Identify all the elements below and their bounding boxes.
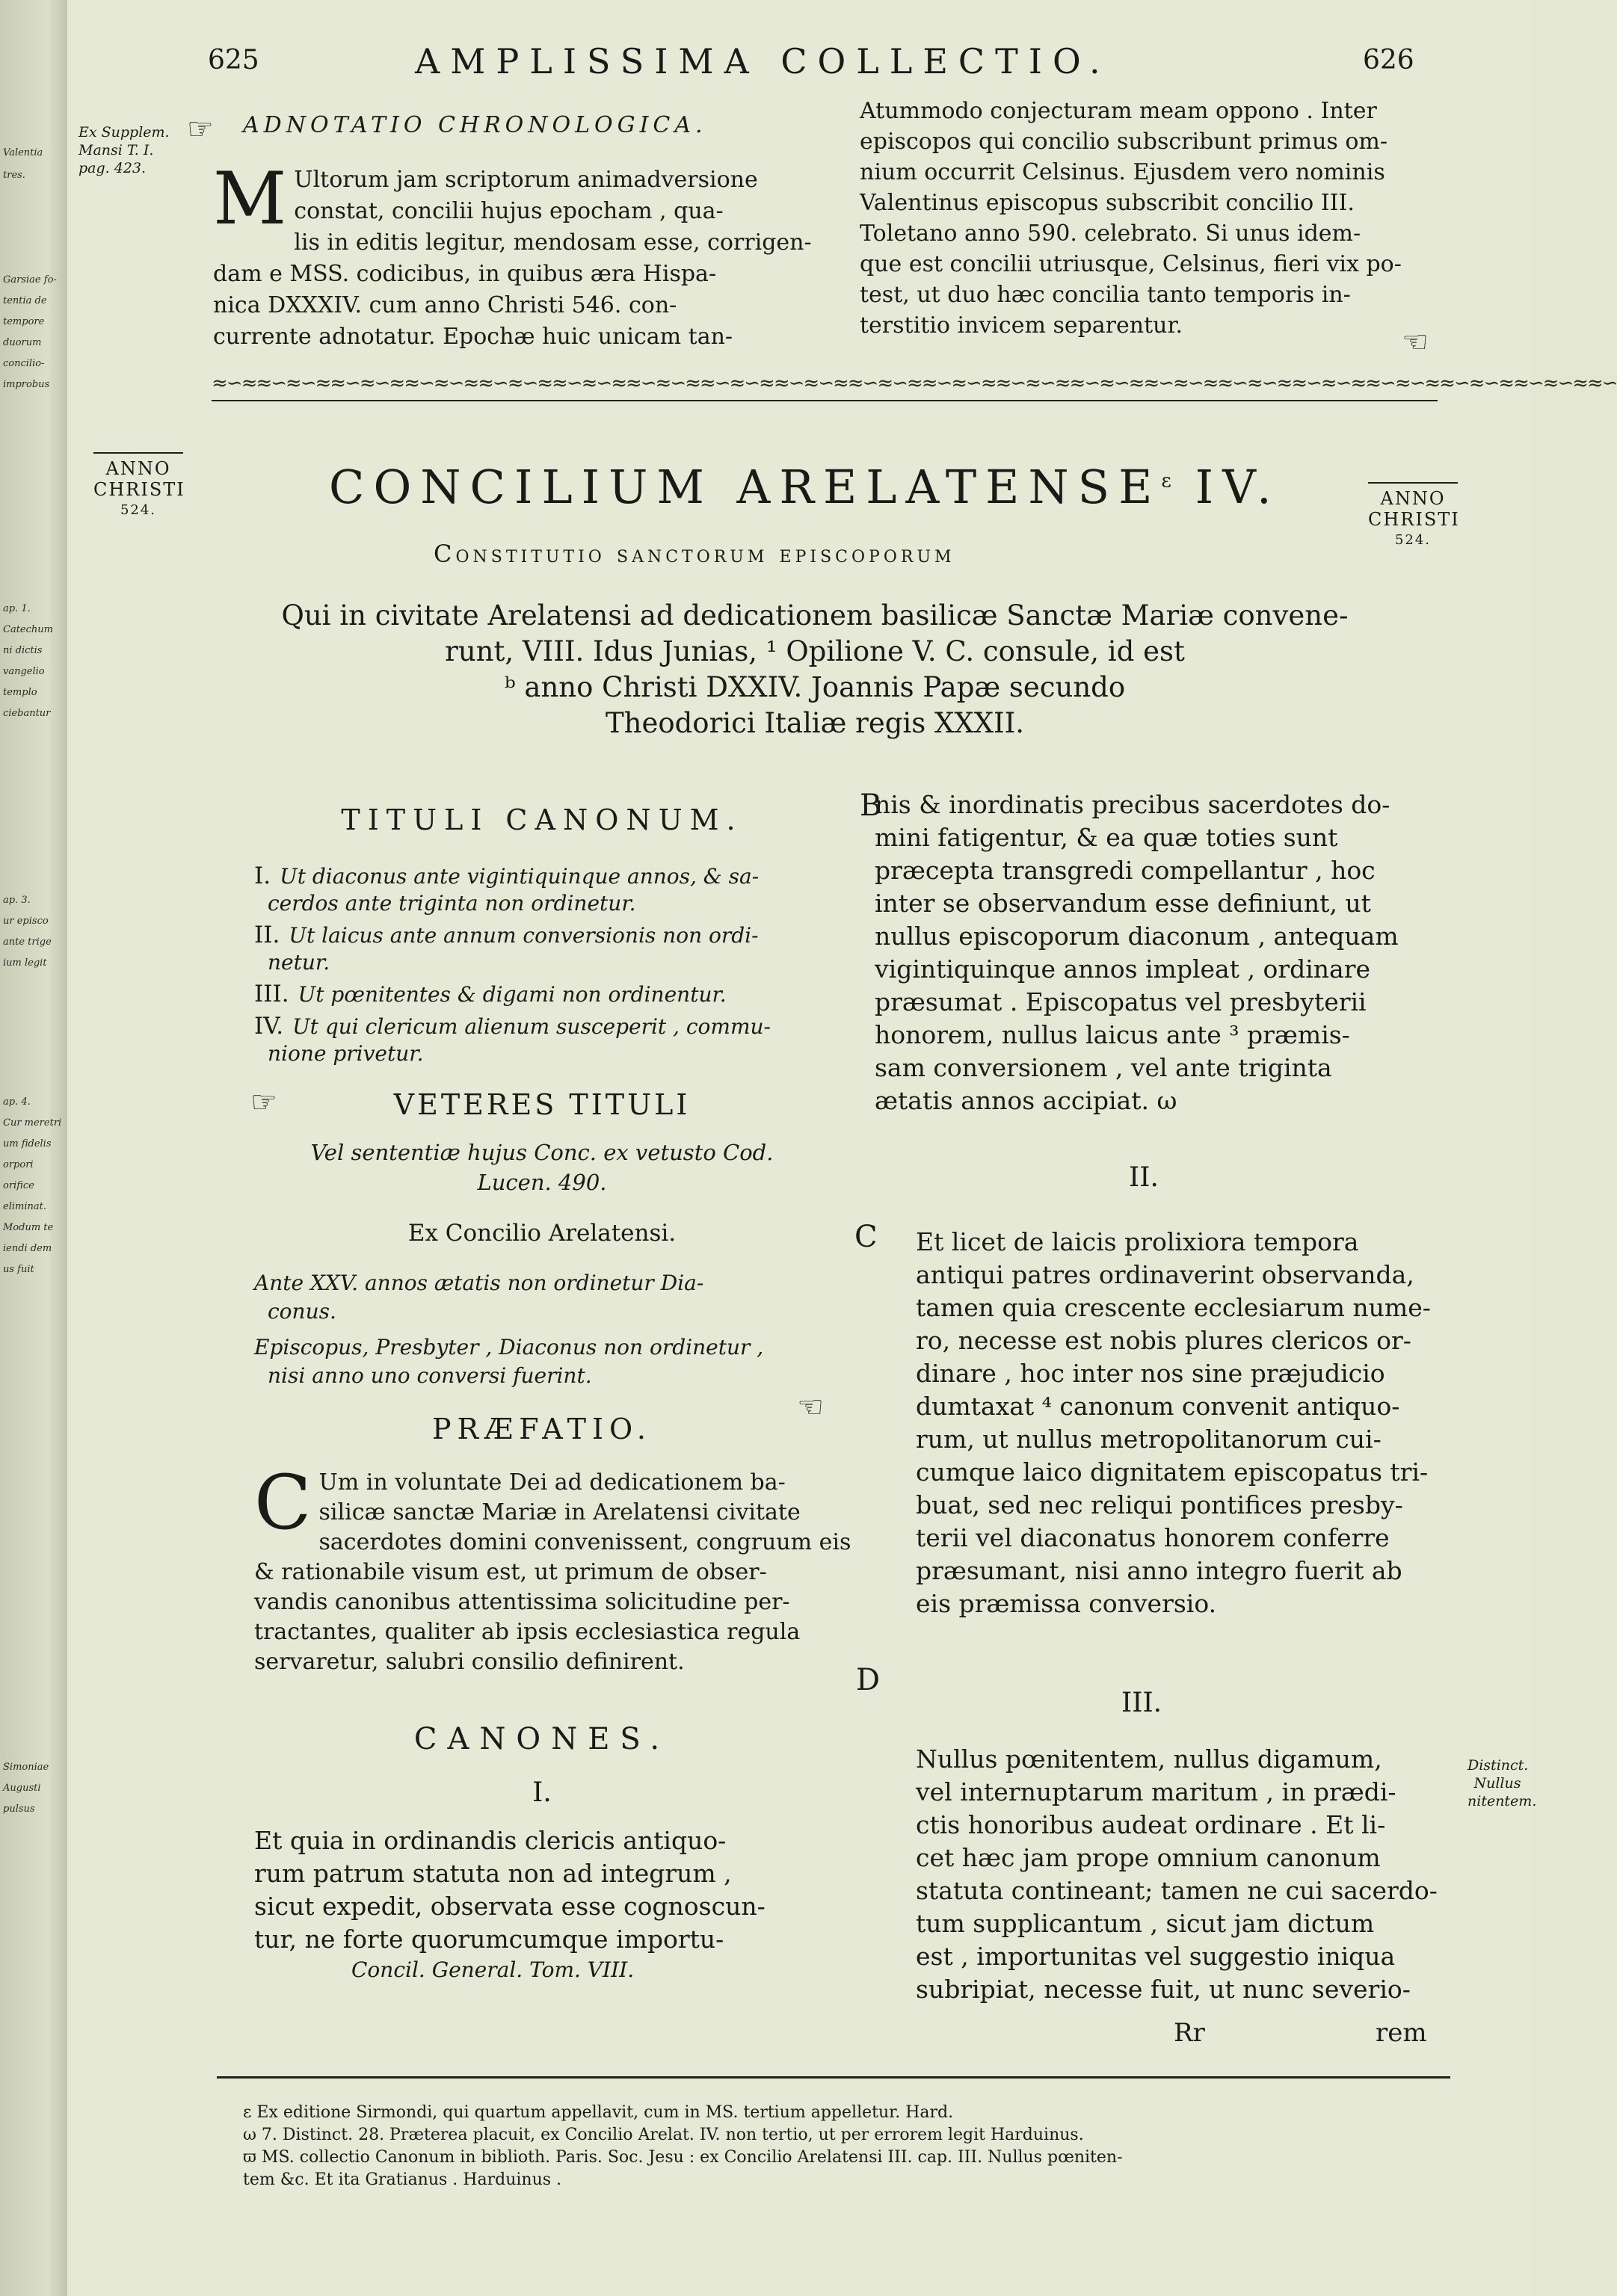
side-note-line: Mansi T. I.	[78, 142, 154, 158]
text-line: currente adnotatur. Epochæ huic unicam tan-	[213, 324, 733, 350]
text-line: tum supplicantum , sicut jam dictum	[916, 1909, 1375, 1938]
titulus-number: III.	[254, 981, 289, 1007]
gutter-fragment: vangelio	[3, 666, 45, 677]
titulus-number: I.	[254, 862, 271, 889]
text-line: & rationabile visum est, ut primum de obser-	[254, 1559, 767, 1585]
gutter-fragment: eliminat.	[3, 1201, 46, 1212]
veteres-heading-row	[250, 1085, 830, 1121]
titulus-item	[254, 981, 830, 1008]
titulus-item	[254, 862, 830, 917]
text-line: episcopos qui concilio subscribunt primus om-	[860, 129, 1388, 155]
text-line: mini fatigentur, & ea quæ toties sunt	[875, 823, 1338, 852]
gutter-fragment: ante trige	[3, 936, 52, 948]
margin-note-distinct	[1467, 1756, 1537, 1810]
titulus-text: Ut pœnitentes & digami non ordinentur.	[298, 982, 727, 1007]
text-line: Atummodo conjecturam meam oppono . Inter	[860, 98, 1377, 124]
margin-note-line: nitentem.	[1467, 1793, 1537, 1809]
canon-i-heading: I.	[532, 1777, 552, 1808]
veteres-items	[254, 1269, 830, 1390]
marker-b: B	[860, 789, 882, 823]
gutter-adjacent-page	[0, 0, 67, 2296]
titulus-text: Ut qui clericum alienum susceperit , commu-	[292, 1014, 771, 1039]
gutter-fragment: ap. 4.	[3, 1096, 31, 1108]
text-line: dinare , hoc inter nos sine præjudicio	[916, 1359, 1385, 1388]
tituli-list	[254, 862, 830, 1067]
canon-iii-heading: III.	[1121, 1688, 1162, 1718]
text-line: test, ut duo hæc concilia tanto temporis in-	[860, 282, 1351, 308]
page-number-left: 625	[208, 45, 259, 75]
hand-flourish-icon: ☜	[1402, 325, 1429, 359]
titulus-number: IV.	[254, 1013, 284, 1040]
text-line: tractantes, qualiter ab ipsis ecclesiastica regula	[254, 1619, 801, 1645]
gutter-fragment: Valentia	[3, 147, 43, 158]
gutter-fragment: us fuit	[3, 1264, 34, 1275]
text-line: runt, VIII. Idus Junias, ¹ Opilione V. C. consule, id est	[445, 635, 1185, 667]
text-line: rum patrum statuta non ad integrum ,	[254, 1859, 732, 1888]
text-line: buat, sed nec reliqui pontifices presby-	[916, 1490, 1403, 1519]
gutter-fragment: Modum te	[3, 1222, 54, 1233]
gutter-fragment: concilio-	[3, 358, 45, 369]
text-line: sacerdotes domini convenissent, congruum eis	[318, 1529, 851, 1555]
text-line: nullus episcoporum diaconum , antequam	[875, 922, 1399, 951]
text-line: vandis canonibus attentissima solicitudine per-	[254, 1589, 790, 1615]
text-line: subripiat, necesse fuit, ut nunc severio-	[916, 1975, 1411, 2004]
left-column	[250, 803, 851, 1982]
gutter-fragment: ni dictis	[3, 645, 43, 656]
gutter-fragment: duorum	[3, 337, 42, 348]
marker-c: C	[854, 1220, 878, 1254]
gutter-fragment: Simoniae	[3, 1762, 49, 1773]
page	[71, 0, 1617, 2296]
veteres-heading: VETERES TITULI	[393, 1088, 691, 1121]
gutter-fragment: Cur meretri	[3, 1117, 62, 1129]
anno-left-rule	[93, 452, 183, 454]
margin-note-line: Nullus	[1473, 1775, 1521, 1792]
text-line: Qui in civitate Arelatensi ad dedicationem basilicæ Sanctæ Mariæ convene-	[281, 599, 1349, 632]
adnotatio-right-column	[860, 96, 1428, 341]
canon-i-text	[254, 1824, 830, 1956]
pointing-hand-icon: ☞	[250, 1085, 280, 1120]
titulus-text: netur.	[268, 950, 330, 975]
titulus-text: Ut diaconus ante vigintiquinque annos, & sa-	[280, 864, 760, 889]
gutter-fragment: tres.	[3, 170, 25, 181]
text-line: cumque laico dignitatem episcopatus tri-	[916, 1457, 1429, 1487]
text-line: statuta contineant; tamen ne cui sacerdo-	[916, 1876, 1438, 1905]
gutter-fragment: pulsus	[3, 1803, 35, 1815]
titulus-item	[254, 1013, 830, 1067]
side-note-supplement	[78, 123, 191, 177]
text-line: ro, necesse est nobis plures clericos or-	[916, 1326, 1411, 1355]
catchword: rem	[1376, 2018, 1427, 2048]
text-line: servaretur, salubri consilio definirent.	[254, 1649, 685, 1675]
hand-flourish-icon: ☜	[797, 1390, 830, 1425]
gutter-fragment: ap. 1.	[3, 603, 31, 614]
text-line: præsumat . Episcopatus vel presbyterii	[875, 987, 1367, 1016]
text-line: ætatis annos accipiat. ω	[875, 1086, 1177, 1115]
text-line: præcepta transgredi compellantur , hoc	[875, 856, 1376, 885]
text-line: Lucen. 490.	[477, 1170, 607, 1195]
anno-left-box	[93, 452, 183, 521]
praefatio-heading: PRÆFATIO.	[431, 1413, 652, 1445]
veteres-item	[254, 1333, 830, 1390]
text-line: Theodorici Italiæ regis XXXII.	[605, 707, 1025, 739]
text-line: nium occurrit Celsinus. Ejusdem vero nominis	[860, 159, 1385, 185]
adnotatio-left-text	[213, 157, 834, 353]
gutter-fragment: Augusti	[3, 1783, 41, 1794]
margin-note-line: Distinct.	[1467, 1757, 1529, 1774]
text-line: terii vel diaconatus honorem conferre	[916, 1523, 1390, 1552]
gutter-fragment: tempore	[3, 316, 45, 327]
text-line: cet hæc jam prope omnium canonum	[916, 1843, 1381, 1872]
text-line: tem &c. Et ita Gratianus . Harduinus .	[243, 2170, 562, 2189]
text-line: vigintiquinque annos impleat , ordinare	[875, 954, 1371, 984]
gutter-fragment: ium legit	[3, 957, 47, 969]
marker-d: D	[856, 1663, 881, 1697]
anno-right-line: CHRISTI	[1368, 509, 1460, 530]
gutter-fragment: um fidelis	[3, 1138, 52, 1149]
pointing-hand-icon: ☞	[187, 112, 214, 146]
praefatio-heading-row	[254, 1390, 830, 1445]
text-line: Valentinus episcopus subscribit concilio III.	[860, 190, 1355, 216]
anno-right-rule	[1368, 482, 1458, 484]
main-title-note-mark: ε	[1161, 469, 1171, 493]
gutter-fragment: orpori	[3, 1159, 34, 1170]
intro-paragraph	[239, 598, 1390, 741]
text-line: antiqui patres ordinaverint observanda,	[916, 1260, 1414, 1289]
gutter-fragment: orifice	[3, 1180, 34, 1191]
text-line: Toletano anno 590. celebrato. Si unus idem-	[860, 220, 1361, 247]
text-line: vel internuptarum maritum , in prædi-	[916, 1777, 1396, 1806]
canon-iii-text	[875, 1743, 1443, 2006]
text-line: nis & inordinatis precibus sacerdotes do-	[875, 790, 1390, 819]
veteres-subtitle	[254, 1138, 830, 1197]
main-title	[329, 460, 1281, 514]
praefatio-block	[254, 1459, 851, 1677]
titulus-text: nione privetur.	[268, 1041, 424, 1066]
gutter-fragment: Garsiae fo-	[3, 274, 57, 286]
gutter-fragment: improbus	[3, 379, 50, 390]
gutter-fragment: ciebantur	[3, 708, 51, 719]
veteres-item-line: Ante XXV. annos ætatis non ordinetur Dia-	[254, 1271, 704, 1295]
text-line: Ultorum jam scriptorum animadversione	[294, 167, 758, 193]
text-line: ᵇ anno Christi DXXIV. Joannis Papæ secundo	[504, 671, 1126, 703]
gutter-fragment: tentia de	[3, 295, 47, 306]
text-line: sam conversionem , vel ante triginta	[875, 1053, 1332, 1082]
ex-concilio: Ex Concilio Arelatensi.	[407, 1220, 677, 1247]
gutter-fragment: ur episco	[3, 916, 49, 927]
text-line: honorem, nullus laicus ante ³ præmis-	[875, 1020, 1350, 1049]
text-line: ω 7. Distinct. 28. Præterea placuit, ex Concilio Arelat. IV. non tertio, ut per errorem legit Harduinus.	[243, 2126, 1084, 2144]
main-title-text: CONCILIUM ARELATENSE	[329, 460, 1162, 514]
text-line: ctis honoribus audeat ordinare . Et li-	[916, 1810, 1386, 1839]
veteres-item-line: conus.	[268, 1299, 336, 1324]
text-line: Nullus pœnitentem, nullus digamum,	[916, 1744, 1382, 1774]
running-title: AMPLISSIMA COLLECTIO.	[415, 41, 1111, 81]
titulus-text: cerdos ante triginta non ordinetur.	[268, 891, 636, 916]
canon-ii-text	[875, 1226, 1443, 1620]
gutter-fragment: templo	[3, 687, 37, 698]
anno-left-line: ANNO	[105, 458, 171, 479]
adnotatio-left-column	[213, 157, 834, 353]
text-line: Et quia in ordinandis clericis antiquo-	[254, 1826, 727, 1855]
anno-left-line: CHRISTI	[93, 479, 185, 500]
text-line: Vel sententiæ hujus Conc. ex vetusto Cod.	[310, 1140, 774, 1165]
side-note-line: pag. 423.	[78, 160, 147, 176]
ornament-rule	[212, 400, 1438, 401]
anno-right-line: 524.	[1394, 532, 1432, 548]
canon-ii-heading: II.	[1129, 1162, 1159, 1193]
tituli-heading: TITULI CANONUM.	[341, 803, 743, 836]
text-line: ϖ MS. collectio Canonum in biblioth. Paris. Soc. Jesu : ex Concilio Arelatensi III. cap. III. Nullus pœniten-	[243, 2148, 1123, 2167]
anno-right-box	[1368, 482, 1458, 551]
text-line: tur, ne forte quorumcumque importu-	[254, 1925, 724, 1954]
text-line: nica DXXXIV. cum anno Christi 546. con-	[213, 292, 677, 318]
gutter-fragment: Catechum	[3, 624, 53, 635]
gutter-fragment: iendi dem	[3, 1243, 52, 1254]
veteres-item-line: Episcopus, Presbyter , Diaconus non ordinetur ,	[254, 1335, 764, 1360]
text-line: Um in voluntate Dei ad dedicationem ba-	[318, 1469, 786, 1496]
signature-line: Concil. General. Tom. VIII.	[351, 1957, 635, 1982]
text-line: tamen quia crescente ecclesiarum nume-	[916, 1293, 1431, 1322]
dropcap-m: M	[213, 157, 287, 241]
footnotes	[243, 2102, 1454, 2191]
main-title-number: IV.	[1195, 460, 1281, 514]
dropcap-c: C	[254, 1459, 312, 1546]
side-note-line: Ex Supplem.	[78, 124, 170, 141]
signature-rr: Rr	[1174, 2018, 1205, 2048]
anno-right-line: ANNO	[1380, 488, 1446, 509]
text-line: est , importunitas vel suggestio iniqua	[916, 1942, 1396, 1971]
titulus-item	[254, 922, 830, 976]
text-line: lis in editis legitur, mendosam esse, corrigen-	[294, 229, 812, 256]
text-line: Et licet de laicis prolixiora tempora	[916, 1227, 1359, 1256]
text-line: que est concilii utriusque, Celsinus, fieri vix po-	[860, 251, 1402, 277]
text-line: terstitio invicem separentur.	[860, 312, 1183, 339]
text-line: rum, ut nullus metropolitanorum cui-	[916, 1425, 1382, 1454]
footnote-rule	[217, 2076, 1450, 2079]
veteres-item	[254, 1269, 830, 1326]
anno-left-line: 524.	[120, 502, 157, 518]
text-line: dumtaxat ⁴ canonum convenit antiquo-	[916, 1392, 1400, 1421]
praefatio-text	[254, 1459, 851, 1677]
text-line: constat, concilii hujus epocham , qua-	[294, 198, 724, 224]
canones-heading: CANONES.	[413, 1722, 671, 1756]
adnotatio-title: ADNOTATIO CHRONOLOGICA.	[243, 112, 707, 138]
gutter-fragment: ap. 3.	[3, 895, 31, 906]
ornament-band: ≈∽≈≈∽≈∽≈≈∽≈∽≈≈∽≈∽≈≈∽≈∽≈≈∽≈∽≈≈∽≈∽≈≈∽≈∽≈≈∽≈∽≈≈∽≈∽≈≈∽≈∽≈≈∽≈∽≈≈∽≈∽≈≈∽≈∽≈≈∽≈∽≈≈∽≈∽≈≈∽≈∽≈≈∽≈∽≈≈∽≈∽≈≈∽	[212, 372, 1617, 395]
veteres-item-line: nisi anno uno conversi fuerint.	[268, 1363, 592, 1388]
subtitle: Constitutio sanctorum episcoporum	[434, 540, 955, 568]
text-line: sicut expedit, observata esse cognoscun-	[254, 1892, 766, 1921]
text-line: præsumant, nisi anno integro fuerit ab	[916, 1556, 1402, 1585]
titulus-number: II.	[254, 922, 280, 948]
text-line: silicæ sanctæ Mariæ in Arelatensi civitate	[318, 1499, 801, 1525]
text-line: ε Ex editione Sirmondi, qui quartum appellavit, cum in MS. tertium appelletur. Hard.	[243, 2103, 954, 2122]
text-line: inter se observandum esse definiunt, ut	[875, 889, 1371, 918]
text-line: eis præmissa conversio.	[916, 1589, 1217, 1618]
page-number-right: 626	[1363, 45, 1414, 75]
text-line: dam e MSS. codicibus, in quibus æra Hispa-	[213, 261, 717, 287]
canon-i-continuation	[875, 789, 1443, 1117]
titulus-text: Ut laicus ante annum conversionis non ordi-	[289, 923, 759, 948]
